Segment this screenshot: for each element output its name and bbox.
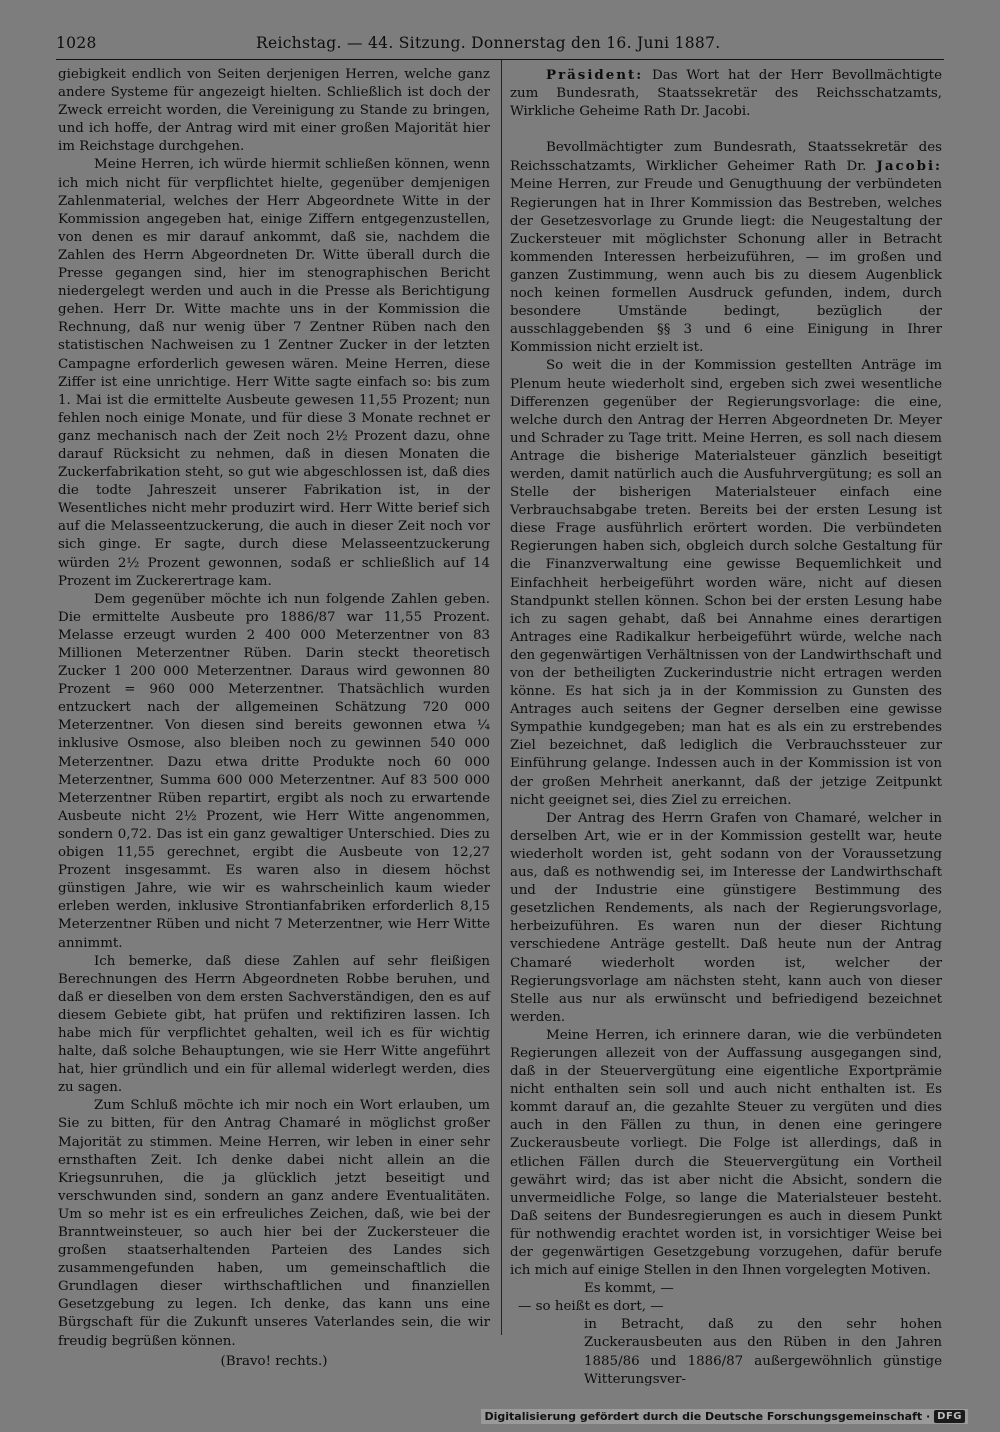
page-number: 1028 (56, 34, 97, 52)
paragraph: Dem gegenüber möchte ich nun folgende Zahlen geben. Die ermittelte Ausbeute pro 1886/87 war 11,55 Prozent. Melasse erzeugt wurden 2 400 000 Meterzentner von 83 Millionen Meterzentner Rüben. Darin steckt theoretisch Zucker 1 200 000 Meterzentner. Daraus wird gewonnen 80 Prozent = 960 000 Meterzentner. Thatsächlich wurden entzuckert nach der allgemeinen Schätzung 720 000 Meterzentner. Von diesen sind bereits gewonnen etwa ¼ inklusive Osmose, also bleiben noch zu gewinnen 540 000 Meterzentner. Dazu etwa dritte Produkte noch 60 000 Meterzentner, Summa 600 000 Meterzentner. Auf 83 500 000 Meterzentner Rüben repartirt, ergibt als noch zu erwartende Ausbeute nicht 2½ Prozent, wie Herr Witte angenommen, sondern 0,72. Das ist ein ganz gewaltiger Unterschied. Dies zu obigen 11,55 gerechnet, ergibt die Ausbeute von 12,27 Prozent insgesammt. Es waren also in diesem höchst günstigen Jahre, wie wir es wahrscheinlich kaum wieder erleben werden, inklusive Strontianfabriken erforderlich 8,15 Meterzentner Rüben und nicht 7 Meterzentner, wie Herr Witte annimmt. (58, 591, 490, 951)
page-header (56, 34, 746, 58)
speaker-paragraph (510, 139, 942, 357)
speaker-intro: Bevollmächtigter zum Bundesrath, Staatssekretär des Reichsschatzamts, Wirklicher Geheimer Rath Dr. (510, 140, 942, 175)
speaker-label: Präsident: (546, 67, 644, 83)
paragraph: So weit die in der Kommission gestellten Anträge im Plenum heute wiederholt sind, ergeben sich zwei wesentliche Differenzen gegenüber der Regierungsvorlage: die eine, welche durch den Antrag der Herren Abgeordneten Dr. Meyer und Schrader zu Tage tritt. Meine Herren, es soll nach diesem Antrage die bisherige Materialsteuer gänzlich beseitigt werden, damit natürlich auch die Ausfuhrvergütung; es soll an Stelle der bisherigen Materialsteuer einfach eine Verbrauchsabgabe treten. Bereits bei der ersten Lesung ist diese Frage ausführlich erörtert worden. Die verbündeten Regierungen haben sich, obgleich durch solche Gestaltung für die Finanzverwaltung eine gewisse Bequemlichkeit und Einfachheit herbeigeführt worden wäre, nicht auf diesen Standpunkt stellen können. Schon bei der ersten Lesung habe ich zu sagen gehabt, daß bei Annahme eines derartigen Antrages eine Radikalkur herbeigeführt würde, welche nach den gegenwärtigen Verhältnissen von der Landwirthschaft und von der betheiligten Zuckerindustrie nicht ertragen werden könne. Es hat sich ja in der Kommission zu Gunsten des Antrages auch seitens der Gegner derselben eine gewisse Sympathie kundgegeben; man hat es als ein zu erstrebendes Ziel bezeichnet, daß lediglich die Verbrauchssteuer zur Einführung gelange. Indessen auch in der Kommission ist von der großen Mehrheit anerkannt, daß der jetzige Zeitpunkt nicht geeignet sei, dies Ziel zu erreichen. (510, 358, 942, 808)
paragraph: giebigkeit endlich von Seiten derjenigen Herren, welche ganz andere Systeme für angezeigt hielten. Schließlich ist doch der Zweck erreicht worden, die Vereinigung zu Stande zu bringen, und ich hoffe, der Antrag wird mit einer großen Majorität hier im Reichstage durchgehen. (58, 67, 490, 155)
quote-block: in Betracht, daß zu den sehr hohen Zuckerausbeuten aus den Rüben in den Jahren 1885/86 und 1886/87 außergewöhnlich günstige Witterungsver- (584, 1317, 942, 1387)
speaker-name: Jacobi: (876, 158, 942, 175)
interjection-line: Es kommt, — (584, 1281, 674, 1297)
paragraph: Der Antrag des Herrn Grafen von Chamaré, welcher in derselben Art, wie er in der Kommission gestellt war, heute wiederholt worden ist, geht sodann von der Voraussetzung aus, daß es nothwendig sei, im Interesse der Landwirthschaft und der Industrie eine günstigere Bestimmung des gesetzlichen Rendements, als nach der Regierungsvorlage, herbeizuführen. Es waren nun der dieser Richtung verschiedene Anträge gestellt. Daß heute nun der Antrag Chamaré wiederholt worden ist, welcher der Regierungsvorlage am nächsten steht, kann auch von dieser Stelle aus nur als erwünscht und befriedigend bezeichnet werden. (510, 810, 942, 1025)
footer-credit (481, 1409, 968, 1424)
paragraph: Meine Herren, ich würde hiermit schließen können, wenn ich mich nicht für verpflichtet hielte, gegenüber demjenigen Zahlenmaterial, welches der Herr Abgeordnete Witte in der Kommission angegeben hat, einige Ziffern entgegenzustellen, von denen es mir darauf ankommt, daß sie, nachdem die Zahlen des Herrn Abgeordneten Dr. Witte überall durch die Presse gegangen sind, hier im stenographischen Bericht niedergelegt werden und auch in die Presse als Berichtigung gehen. Herr Dr. Witte machte uns in der Kommission die Rechnung, daß nur wenig über 7 Zentner Rüben nach den statistischen Nachweisen zu 1 Zentner Zucker in der letzten Campagne erforderlich gewesen wären. Meine Herren, diese Ziffer ist eine unrichtige. Herr Witte sagte einfach so: bis zum 1. Mai ist die ermittelte Ausbeute gewesen 11,55 Prozent; nun fehlen noch einige Monate, und für diese 3 Monate rechnet er ganz mechanisch nach der Zeit noch 2½ Prozent dazu, ohne darauf Rücksicht zu nehmen, daß in diesen Monaten die Zuckerfabrikation steht, so gut wie abgeschlossen ist, daß dies die todte Jahreszeit unserer Fabrikation ist, in der Wesentliches nicht mehr produzirt wird. Herr Witte berief sich auf die Melasseentzuckerung, die auch in dieser Zeit noch vor sich ginge. Er sagte, durch diese Melasseentzuckerung würden 2½ Prozent gewonnen, sodaß er schließlich auf 14 Prozent im Zuckerertrage kam. (58, 157, 490, 589)
paragraph: Ich bemerke, daß diese Zahlen auf sehr fleißigen Berechnungen des Herrn Abgeordneten Robbe beruhen, und daß er dieselben von dem ersten Sachverständigen, den es auf diesem Gebiete gibt, hat prüfen und rektifiziren lassen. Ich habe mich für verpflichtet gehalten, weil ich es für wichtig halte, daß solche Behauptungen, wie sie Herr Witte angeführt hat, hier gründlich und ein für allemal widerlegt werden, dies zu sagen. (58, 953, 490, 1096)
president-paragraph (510, 66, 942, 121)
left-column (58, 66, 490, 1371)
running-title: Reichstag. — 44. Sitzung. Donnerstag den 16. Juni 1887. (256, 34, 721, 52)
header-rule (56, 59, 944, 60)
interjection-line: — so heißt es dort, — (518, 1299, 664, 1315)
paragraph-text: Meine Herren, zur Freude und Genugthuung der verbündeten Regierungen hat in Ihrer Kommission das Bestreben, welches der Gesetzesvorlage zu Grunde liegt: die Neugestaltung der Zuckersteuer mit möglichster Schonung aller in Betracht kommenden Interessen herbeizuführen, — im großen und ganzen Zustimmung, wenn auch bis zu diesem Augenblick noch keinen formellen Ausdruck gefunden, indem, durch besondere Umstände bedingt, bezüglich der ausschlaggebenden §§ 3 und 6 eine Einigung in Ihrer Kommission nicht erzielt ist. (510, 177, 942, 356)
paragraph-text: Das Wort hat der Herr Bevollmächtigte zum Bundesrath, Staatssekretär des Reichsschatzamts, Wirkliche Geheime Rath Dr. Jacobi. (510, 68, 942, 120)
applause-note: (Bravo! rechts.) (220, 1353, 328, 1369)
right-column (510, 66, 942, 1389)
column-divider (501, 60, 502, 1335)
footer-text: Digitalisierung gefördert durch die Deutsche Forschungsgemeinschaft · (484, 1410, 931, 1423)
paragraph: Zum Schluß möchte ich mir noch ein Wort erlauben, um Sie zu bitten, für den Antrag Chamaré in möglichst großer Majorität zu stimmen. Meine Herren, wir leben in einer sehr ernsthaften Zeit. Ich denke dabei nicht allein an die Kriegsunruhen, die ja glücklich jetzt beseitigt und verschwunden sind, sondern an ganz andere Eventualitäten. Um so mehr ist es ein erfreuliches Zeichen, daß, wie bei der Branntweinsteuer, so auch hier bei der Zuckersteuer die großen staatserhaltenden Parteien des Landes sich zusammengefunden haben, um gemeinschaftlich die Grundlagen dieser wirthschaftlichen und finanziellen Gesetzgebung zu legen. Ich denke, das kann uns eine Bürgschaft für die Zukunft unseres Vaterlandes sein, die wir freudig begrüßen können. (58, 1098, 490, 1349)
paragraph: Meine Herren, ich erinnere daran, wie die verbündeten Regierungen allezeit von der Auffassung ausgegangen sind, daß in der Steuervergütung eine eigentliche Exportprämie nicht enthalten sein soll und auch nicht enthalten ist. Es kommt darauf an, die gezahlte Steuer zu vergüten und dies auch in den Fällen zu thun, in denen eine geringere Zuckerausbeute vorliegt. Die Folge ist allerdings, daß in etlichen Fällen durch die Steuervergütung ein Vortheil gewährt wird; das ist aber nicht die Absicht, sondern die unvermeidliche Folge, so lange die Materialsteuer besteht. Daß seitens der Bundesregierungen es auch in diesem Punkt für nothwendig erachtet worden ist, in vorsichtiger Weise bei der gegenwärtigen Gesetzgebung vorzugehen, dafür berufe ich mich auf einige Stellen in den Ihnen vorgelegten Motiven. (510, 1027, 942, 1279)
dfg-logo-icon: DFG (934, 1410, 965, 1423)
